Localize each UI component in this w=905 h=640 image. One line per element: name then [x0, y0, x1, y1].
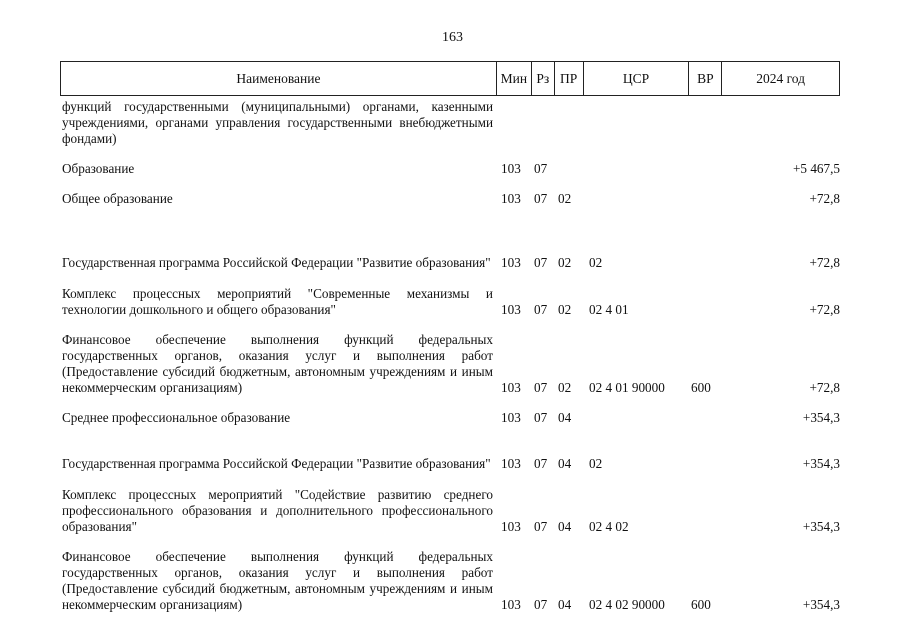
row-csr: 02 4 02 90000: [589, 597, 665, 612]
row-amount: +354,3: [802, 410, 840, 425]
table-row: [60, 229, 840, 271]
row-name: Комплекс процессных мероприятий "Содействие развитию среднего профессионального образования и дополнительного профессионального образования": [62, 487, 493, 534]
row-vr: 600: [691, 380, 711, 395]
row-pr: 04: [558, 410, 572, 425]
row-rz: 07: [534, 456, 548, 471]
row-amount: +72,8: [809, 380, 840, 395]
column-header-min: Мин: [497, 62, 532, 95]
row-min: 103: [501, 161, 521, 176]
row-min: 103: [501, 456, 521, 471]
row-min: 103: [501, 255, 521, 270]
row-amount: +72,8: [809, 255, 840, 270]
row-min: 103: [501, 302, 521, 317]
row-amount: +72,8: [809, 302, 840, 317]
row-amount: +5 467,5: [793, 161, 840, 176]
row-amount: +72,8: [809, 191, 840, 206]
row-rz: 07: [534, 380, 548, 395]
row-name: Государственная программа Российской Федерации "Развитие образования": [62, 456, 491, 471]
row-amount: +354,3: [802, 456, 840, 471]
column-header-pr: ПР: [555, 62, 584, 95]
row-pr: 04: [558, 456, 572, 471]
row-rz: 07: [534, 161, 548, 176]
row-rz: 07: [534, 191, 548, 206]
row-name: Финансовое обеспечение выполнения функций федеральных государственных органов, оказания услуг и выполнения работ (Предоставление субсидий бюджетным, автономным учреждениям и иным некоммерческим организациям): [62, 549, 493, 612]
row-csr: 02 4 01: [589, 302, 629, 317]
table-body: [60, 99, 840, 613]
page-number: 163: [442, 30, 463, 45]
row-pr: 02: [558, 302, 572, 317]
row-vr: 600: [691, 597, 711, 612]
row-name: Среднее профессиональное образование: [62, 410, 291, 425]
row-min: 103: [501, 380, 521, 395]
column-header-year: 2024 год: [756, 70, 806, 86]
column-header-rz: Рз: [532, 62, 555, 95]
row-min: 103: [501, 410, 521, 425]
table-row: [60, 189, 840, 217]
row-rz: 07: [534, 255, 548, 270]
row-pr: 04: [558, 519, 572, 534]
row-pr: 02: [558, 255, 572, 270]
row-pr: 02: [558, 380, 572, 395]
row-csr: 02 4 02: [589, 519, 629, 534]
table-row: [60, 549, 840, 613]
row-name: Образование: [62, 161, 135, 176]
row-name: Финансовое обеспечение выполнения функций федеральных государственных органов, оказания услуг и выполнения работ (Предоставление субсидий бюджетным, автономным учреждениям и иным некоммерческим организациям): [62, 332, 493, 395]
row-min: 103: [501, 597, 521, 612]
row-rz: 07: [534, 519, 548, 534]
row-min: 103: [501, 519, 521, 534]
row-csr: 02: [589, 456, 603, 471]
table-row: [60, 99, 840, 149]
table-row: [60, 485, 840, 535]
column-header-name: Наименование: [61, 62, 497, 95]
row-csr: 02: [589, 255, 603, 270]
table-row: [60, 332, 840, 396]
row-pr: 02: [558, 191, 572, 206]
table-row: [60, 438, 840, 472]
row-name: Государственная программа Российской Федерации "Развитие образования": [62, 255, 491, 270]
row-amount: +354,3: [802, 597, 840, 612]
row-pr: 04: [558, 597, 572, 612]
table-row: [60, 149, 840, 189]
row-csr: 02 4 01 90000: [589, 380, 665, 395]
table-row: [60, 284, 840, 318]
row-rz: 07: [534, 410, 548, 425]
row-name: Общее образование: [62, 191, 173, 206]
row-name: функций государственными (муниципальными) органами, казенными учреждениями, органами управления государственными внебюджетными фондами): [62, 99, 493, 146]
table-row: [60, 408, 840, 426]
row-name: Комплекс процессных мероприятий "Современные механизмы и технологии дошкольного и общего образования": [62, 286, 493, 317]
column-header-csr: ЦСР: [584, 62, 690, 95]
row-min: 103: [501, 191, 521, 206]
table-header: [60, 61, 840, 96]
column-header-vr: ВР: [689, 62, 722, 95]
row-rz: 07: [534, 302, 548, 317]
row-amount: +354,3: [802, 519, 840, 534]
row-rz: 07: [534, 597, 548, 612]
